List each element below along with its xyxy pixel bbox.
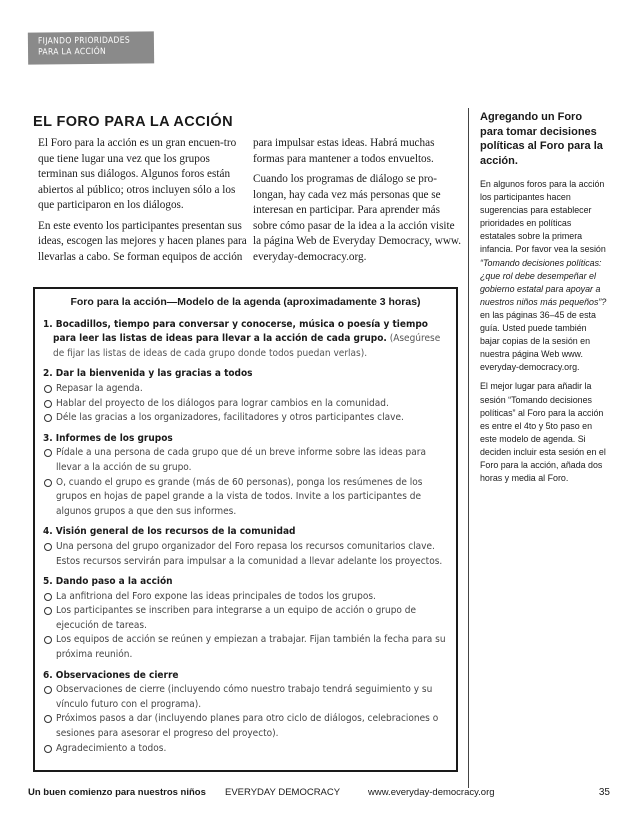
circle-bullet-icon: [44, 686, 52, 694]
body-paragraph: En este evento los participantes presentan sus ideas, escogen las mejores y hacen planes para llevarlas a cabo. Se forman equipos de acción: [38, 219, 247, 263]
agenda-section-3: [43, 432, 448, 520]
sidebar-text: en las páginas 36–45 de esta guía. Usted puede también bajar copias de la sesión en nuestra página Web www. everyday-democracy.org.: [480, 309, 596, 373]
sidebar-text: En algunos foros para la acción los participantes hacen sugerencias para establecer prioridades en políticas estatales sobre la primera infancia. Por favor vea la sesión: [480, 179, 606, 255]
circle-bullet-icon: [44, 400, 52, 408]
agenda-section-heading: 3. Informes de los grupos: [43, 432, 173, 444]
agenda-item: [43, 446, 448, 475]
page-footer: [28, 787, 610, 803]
agenda-section-heading: 4. Visión general de los recursos de la comunidad: [43, 526, 296, 538]
agenda-item: [43, 382, 448, 397]
agenda-box: [33, 287, 458, 772]
agenda-item: [43, 604, 448, 633]
sidebar: [480, 110, 608, 491]
agenda-section-heading-text: 1. Bocadillos, tiempo para conversar y conocerse, música o poesía y tiempo para leer las listas de ideas para llevar a la acción de cada grupo.: [43, 318, 428, 345]
sidebar-paragraph: El mejor lugar para añadir la sesión “Tomando decisiones políticas” al Foro para la acción es entre el 4to y 5to paso en este modelo de agenda. Si deciden incluir esta sesión en el Foro para la acción, añada dos horas y media al Foro.: [480, 381, 606, 484]
circle-bullet-icon: [44, 543, 52, 551]
agenda-item-text: Los equipos de acción se reúnen y empiezan a trabajar. Fijan también la fecha para su próxima reunión.: [56, 634, 446, 661]
footer-guide-title: Un buen comienzo para nuestros niños: [28, 787, 206, 798]
agenda-item-text: La anfitriona del Foro expone las ideas principales de todos los grupos.: [56, 590, 376, 602]
body-column-left: [38, 136, 248, 270]
circle-bullet-icon: [44, 385, 52, 393]
agenda-item: [43, 712, 448, 741]
body-paragraph: El Foro para la acción es un gran encuen-tro que tiene lugar una vez que los grupos terminan sus diálogos. Algunos foros están abiertos al público; otros incluyen sólo a los que participaron en los diálogos.: [38, 137, 237, 211]
agenda-item: [43, 540, 448, 569]
agenda-item-text: Agradecimiento a todos.: [56, 742, 167, 754]
agenda-section-1: [43, 318, 448, 362]
page-title: EL FORO PARA LA ACCIÓN: [33, 114, 233, 130]
agenda-item-text: Déle las gracias a los organizadores, facilitadores y otros participantes clave.: [56, 412, 404, 424]
agenda-item-text: Los participantes se inscriben para integrarse a un equipo de acción o grupo de ejecución de tareas.: [56, 605, 417, 631]
agenda-item: [43, 476, 448, 520]
agenda-item-text: Observaciones de cierre (incluyendo cómo nuestro trabajo tendrá seguimiento y su vínculo futuro con el programa).: [56, 684, 433, 710]
section-tag: [28, 31, 154, 64]
sidebar-italic-text: “Tomando decisiones políticas: ¿que rol debe desempeñar el gobierno estatal para apoyar a nuestros niños más pequeños”?: [480, 257, 607, 307]
agenda-item-text: Repasar la agenda.: [56, 382, 143, 394]
page-number: 35: [598, 787, 610, 798]
agenda-section-heading: [43, 318, 448, 362]
agenda-item: [43, 742, 448, 757]
section-tag-line2: PARA LA ACCIÓN: [37, 46, 107, 58]
circle-bullet-icon: [44, 479, 52, 487]
agenda-title: Foro para la acción—Modelo de la agenda (aproximadamente 3 horas): [70, 296, 421, 308]
circle-bullet-icon: [44, 636, 52, 644]
circle-bullet-icon: [44, 607, 52, 615]
agenda-item: [43, 397, 448, 412]
agenda-item-text: Pídale a una persona de cada grupo que dé un breve informe sobre las ideas para llevar a la acción de su grupo.: [56, 447, 426, 473]
agenda-item-text: Una persona del grupo organizador del Foro repasa los recursos comunitarios clave. Estos recursos servirán para impulsar a la comunidad a llevar adelante los proyectos.: [56, 540, 443, 567]
agenda-item-text: Hablar del proyecto de los diálogos para lograr cambios en la comunidad.: [56, 397, 389, 409]
agenda-section-5: [43, 575, 448, 663]
agenda-section-4: [43, 525, 448, 569]
agenda-item: [43, 633, 448, 662]
circle-bullet-icon: [44, 414, 52, 422]
column-divider: [468, 108, 469, 788]
agenda-section-6: [43, 669, 448, 757]
section-tag-line1: FIJANDO PRIORIDADES: [37, 35, 131, 47]
agenda-item: [43, 683, 448, 712]
body-paragraph: Cuando los programas de diálogo se pro-longan, hay cada vez más personas que se interesan en participar. Para aprender más sobre cómo pasar de la idea a la acción visite la página Web de Everyday Democracy, www. everyday-democracy.org.: [253, 173, 462, 263]
agenda-item-text: O, cuando el grupo es grande (más de 60 personas), ponga los resúmenes de los grupos en hojas de papel grande a la vista de todos. Invite a los participantes de algunos grupos a que den sus informes.: [56, 476, 423, 517]
agenda-item: [43, 411, 448, 426]
agenda-item-text: Próximos pasos a dar (incluyendo planes para otro ciclo de diálogos, celebraciones o sesiones para asesorar el progreso del proyecto).: [56, 713, 439, 740]
circle-bullet-icon: [44, 449, 52, 457]
sidebar-paragraph: [480, 178, 608, 374]
footer-org-name: EVERYDAY DEMOCRACY: [225, 787, 341, 798]
agenda-section-heading: 2. Dar la bienvenida y las gracias a todos: [43, 368, 253, 380]
circle-bullet-icon: [44, 745, 52, 753]
agenda-section-2: [43, 367, 448, 425]
agenda-section-heading: 6. Observaciones de cierre: [43, 669, 179, 681]
body-paragraph: para impulsar estas ideas. Habrá muchas formas para mantener a todos envueltos.: [253, 137, 435, 165]
body-column-right: [253, 136, 463, 270]
footer-url: www.everyday-democracy.org: [368, 787, 495, 798]
agenda-section-heading: 5. Dando paso a la acción: [43, 576, 173, 588]
sidebar-title: Agregando un Foro para tomar decisiones políticas al Foro para la acción.: [480, 111, 603, 167]
agenda-item: [43, 590, 448, 605]
circle-bullet-icon: [44, 593, 52, 601]
agenda-section-note: (Asegúrese de fijar las listas de ideas de cada grupo donde todos puedan verlas).: [53, 333, 441, 359]
circle-bullet-icon: [44, 715, 52, 723]
